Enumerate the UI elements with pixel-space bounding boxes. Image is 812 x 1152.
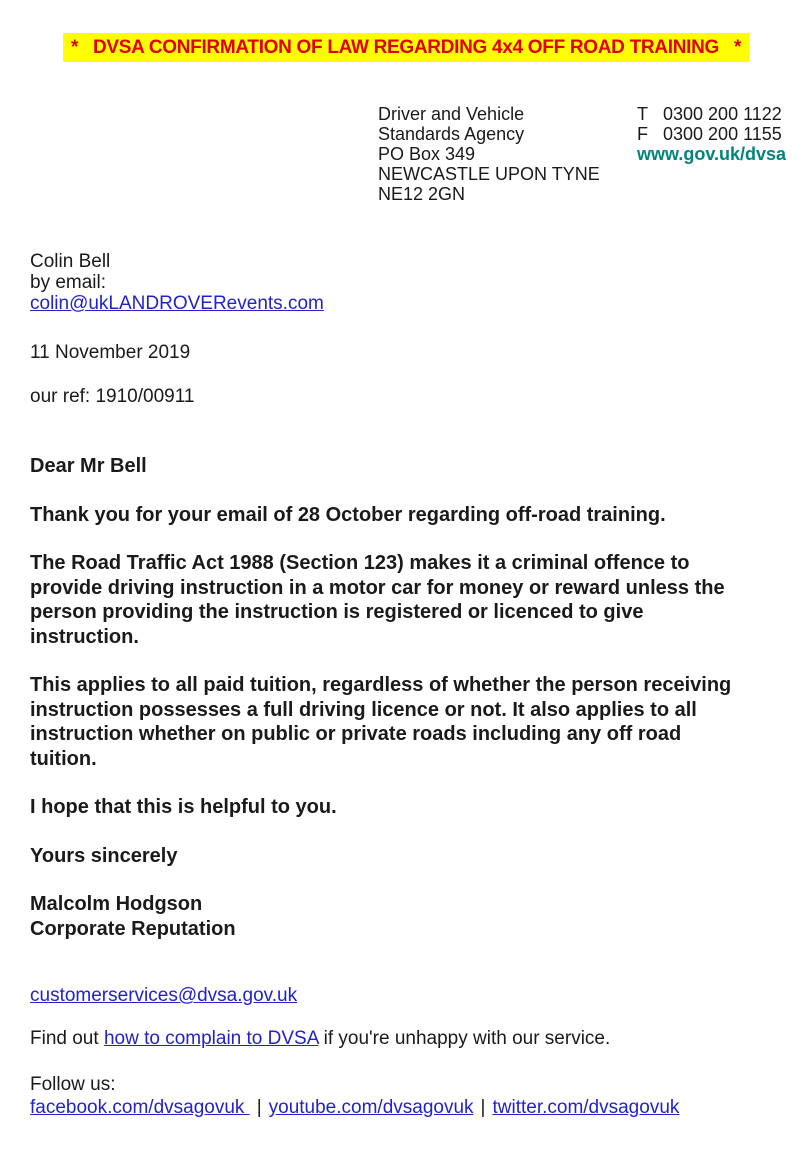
banner-headline: * DVSA CONFIRMATION OF LAW REGARDING 4x4 OFF ROAD TRAINING * bbox=[63, 33, 749, 62]
paragraph-hope-helpful: I hope that this is helpful to you. bbox=[30, 796, 337, 818]
delivery-method: by email: bbox=[30, 272, 107, 293]
sender-address-line: PO Box 349 bbox=[378, 144, 476, 164]
complaint-prefix: Find out bbox=[30, 1028, 104, 1049]
follow-label: Follow us: bbox=[30, 1074, 116, 1095]
twitter-link[interactable]: twitter.com/dvsagovuk bbox=[492, 1097, 680, 1118]
complaint-sentence bbox=[30, 1028, 782, 1049]
phone-number: 0300 200 1122 bbox=[663, 104, 782, 124]
closing: Yours sincerely bbox=[30, 844, 178, 867]
contact-details bbox=[637, 104, 786, 204]
youtube-link[interactable]: youtube.com/dvsagovuk bbox=[268, 1097, 474, 1118]
separator: | bbox=[480, 1097, 486, 1118]
fax-label: F bbox=[637, 124, 648, 144]
fax-number: 0300 200 1155 bbox=[663, 124, 782, 144]
social-links bbox=[30, 1096, 782, 1119]
sender-address-line: NEWCASTLE UPON TYNE bbox=[378, 164, 600, 184]
banner-row bbox=[0, 0, 812, 62]
complaint-suffix: if you're unhappy with our service. bbox=[318, 1028, 611, 1049]
sender-address bbox=[378, 104, 637, 204]
separator: | bbox=[256, 1097, 262, 1118]
facebook-link[interactable]: facebook.com/dvsagovuk bbox=[30, 1097, 250, 1118]
website-link[interactable]: www.gov.uk/dvsa bbox=[637, 144, 787, 164]
salutation: Dear Mr Bell bbox=[30, 455, 147, 477]
customer-services-email-link[interactable]: customerservices@dvsa.gov.uk bbox=[30, 985, 298, 1006]
sender-address-line: Driver and Vehicle bbox=[378, 104, 525, 124]
recipient-email-link[interactable]: colin@ukLANDROVERevents.com bbox=[30, 293, 324, 314]
paragraph-thanks: Thank you for your email of 28 October regarding off-road training. bbox=[30, 503, 666, 526]
signature-name: Malcolm Hodgson bbox=[30, 893, 203, 915]
fax-line bbox=[637, 124, 786, 144]
phone-line bbox=[637, 104, 786, 124]
recipient-name: Colin Bell bbox=[30, 251, 111, 272]
signature-title: Corporate Reputation bbox=[30, 917, 236, 940]
signature-block bbox=[30, 892, 742, 941]
phone-label: T bbox=[637, 104, 648, 124]
paragraph-applies-to-tuition: This applies to all paid tuition, regardless of whether the person receiving instruction possesses a full driving licence or not. It also applies to all instruction whether on public or private roads including any off road tuition. bbox=[30, 674, 732, 770]
reference-number: our ref: 1910/00911 bbox=[30, 386, 195, 407]
letter-body bbox=[30, 454, 742, 941]
recipient-block bbox=[30, 251, 812, 314]
follow-block bbox=[30, 1073, 782, 1119]
sender-address-line: NE12 2GN bbox=[378, 184, 466, 204]
sender-address-line: Standards Agency bbox=[378, 124, 525, 144]
letter-date: 11 November 2019 bbox=[30, 342, 191, 363]
complain-link[interactable]: how to complain to DVSA bbox=[103, 1028, 319, 1049]
letterhead bbox=[378, 104, 812, 204]
letter-footer bbox=[30, 985, 782, 1119]
paragraph-road-traffic-act: The Road Traffic Act 1988 (Section 123) makes it a criminal offence to provide driving instruction in a motor car for money or reward unless the person providing the instruction is registered or licenced to give instruction. bbox=[30, 552, 725, 648]
